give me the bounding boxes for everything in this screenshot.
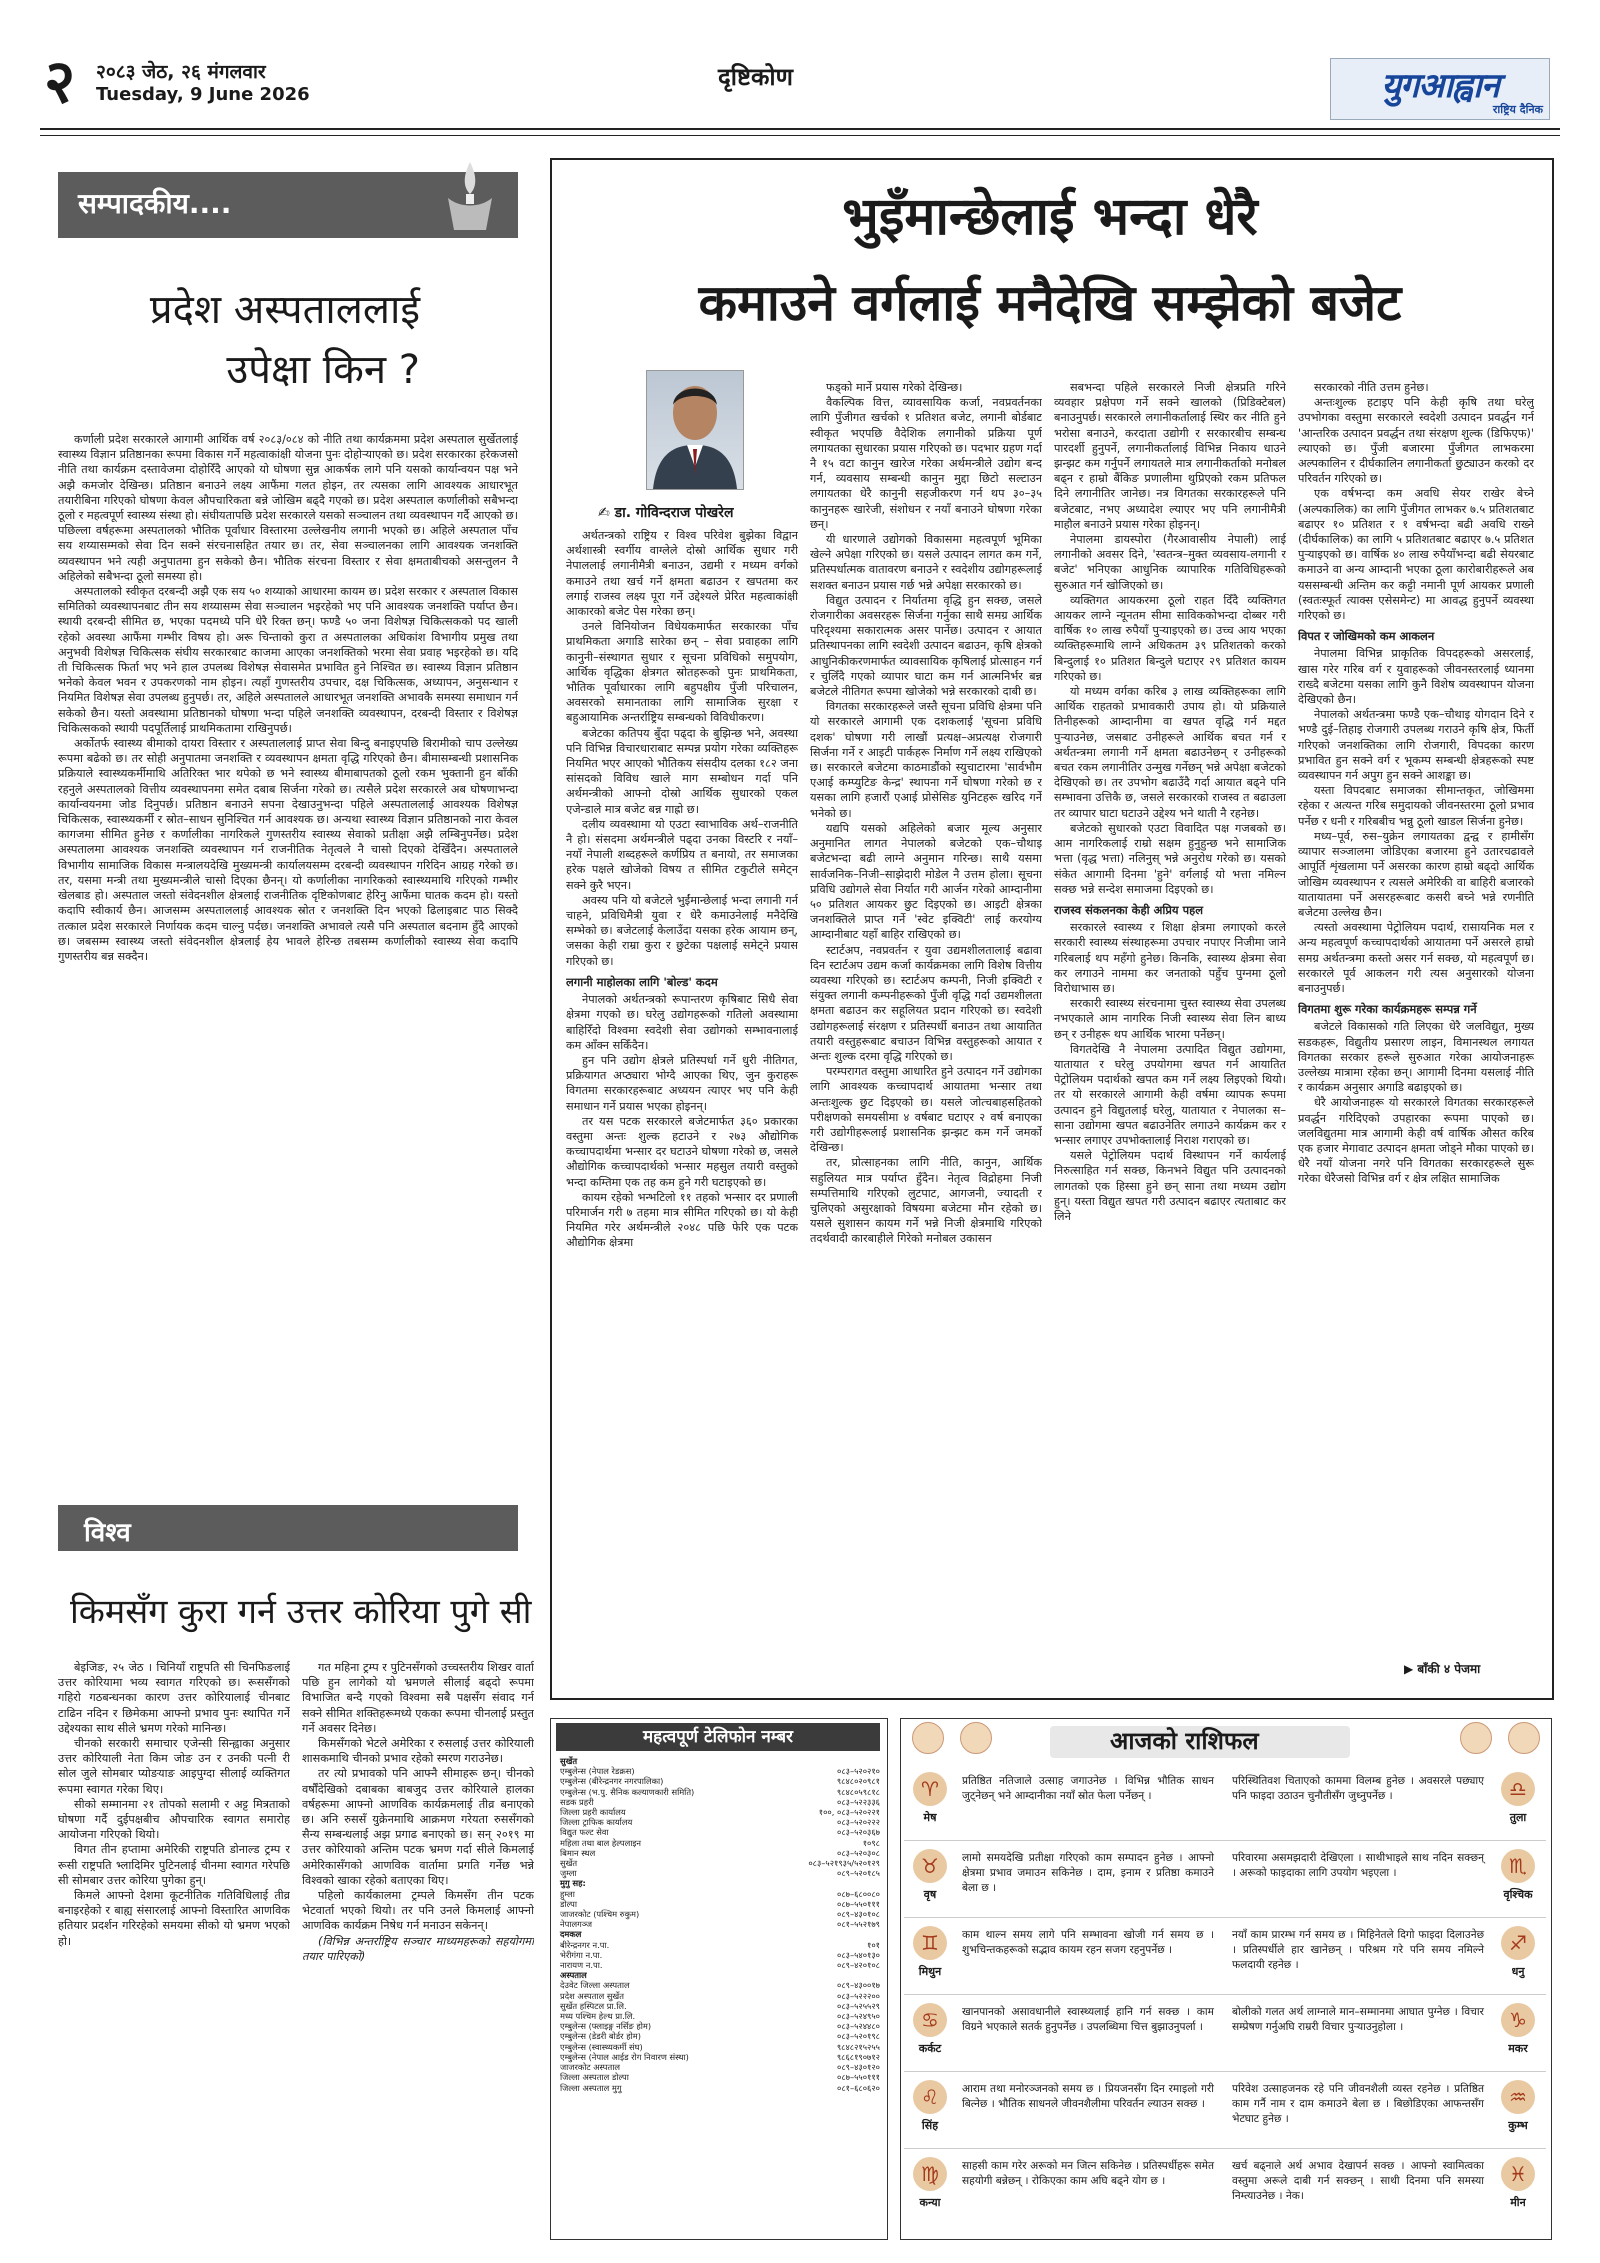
article-paragraph: अवस्य पनि यो बजेटले भुईंमान्छेलाई भन्दा लगानी गर्न चाहने, प्रविधिमैत्री युवा र धेरै कमाउनेलाई मनैदेखि सम्भेको छ। बजेटलाई केलाउँदा यसका हरेक आयाम छन्, जसका केही राम्रा कुरा र छुटेका पक्षलाई समेट्ने प्रयास गरिएको छ। <box>566 893 798 968</box>
world-banner-label: विश्व <box>84 1518 131 1548</box>
article-paragraph: धेरै आयोजनाहरू यो सरकारले विगतका सरकारहरूले प्रवर्द्धन गरिदिएको उपहारका रूपमा पाएको छ। जलविद्युतमा मात्र आगामी केही वर्ष वार्षिक औसत करिब एक हजार मेगावाट उत्पादन क्षमता जोड्ने मौका पाएको छ। धेरै नयाँ योजना नगरे पनि विगतका सरकारहरूले सुरू गरेका धेरैजसो विभिन्न वर्ग र क्षेत्र लक्षित सामाजिक <box>1298 1096 1534 1186</box>
article-column-3 <box>1054 380 1286 1688</box>
world-paragraph: सीको सम्मानमा २१ तोपको सलामी र अट्ट मित्रताको घोषणा गर्दै दुईपक्षबीच औपचारिक स्वागत समारोह आयोजना गरिएको थियो। <box>58 1797 290 1842</box>
section-title: दृष्टिकोण <box>718 63 793 91</box>
article-paragraph: परम्परागत वस्तुमा आधारित हुने उत्पादन गर्ने उद्योगका लागि आवश्यक कच्चापदार्थ आयातमा भन्सार तथा अन्तःशुल्क छुट दिइएको छ। यसले जोत्चबाहसहितको परीक्षणको समयसीमा ४ वर्षबाट घटाएर २ वर्ष बनाएका गरी उद्योगीहरूलाई प्रशासनिक झन्झट कम गर्ने जमर्को देखिन्छ। <box>810 1065 1042 1155</box>
telephone-row <box>560 1909 880 1919</box>
article-paragraph: कायम रहेको भन्भटिलो ११ तहको भन्सार दर प्रणाली परिमार्जन गरी ७ तहमा मात्र सीमित गरिएको छ। यो केही नियमित गरेर अर्थमन्त्रीले २०४८ पछि फेरि एक पटक औद्योगिक क्षेत्रमा <box>566 1190 798 1250</box>
telephone-number: ०८९–४३०१२० <box>837 2062 880 2073</box>
telephone-label: प्रदेश अस्पताल सुर्खेत <box>560 1990 624 2001</box>
article-column-1 <box>566 528 798 1688</box>
zodiac-sign <box>1492 2155 1544 2219</box>
author-photo <box>646 370 744 490</box>
telephone-row <box>560 1756 880 1766</box>
article-paragraph: विगतदेखि नै नेपालमा उत्पादित विद्युत उद्योगमा, यातायात र घरेलु उपयोगमा खपत गर्न आयातित पेट्रोलियम पदार्थको खपत कम गर्ने लक्ष्य लिइएको थियो। तर यो सरकारले आगामी केही वर्षमा व्यापक रूपमा उत्पादन हुने विद्युतलाई घरेलु, यातायात र नेपालका स–साना उद्योगमा खपत बढाउनेतिर लगाउने कार्यक्रम कर र भन्सार लगाएर उपभोक्तालाई निराश गराएको छ। <box>1054 1042 1286 1147</box>
telephone-number: ०८३–५२४९५० <box>837 2011 880 2022</box>
telephone-row <box>560 1827 880 1837</box>
world-paragraph: बेइजिङ, २५ जेठ । चिनियाँ राष्ट्रपति सी चिनफिङलाई उत्तर कोरियामा भव्य स्वागत गरिएको छ। रूससँगको गहिरो गठबन्धनका कारण उत्तर कोरियालाई चीनबाट टाढिन नदिन र छिमेकमा आफ्नो प्रभाव पुनः स्थापित गर्ने उद्देश्यका साथ सीले भ्रमण गरेको मानिन्छ। <box>58 1661 290 1735</box>
article-paragraph: सबभन्दा पहिले सरकारले निजी क्षेत्रप्रति गरिने व्यवहार प्रक्षेपण गर्ने सक्ने खालको (प्रिडिक्टेबल) बनाउनुपर्छ। सरकारले लगानीकर्तालाई स्थिर कर नीति हुने भरोसा बनाउने, करदाता उद्योगी र सरकारबीच सम्बन्ध पारदर्शी हुनुपर्ने, लगानीकर्तालाई विभिन्न निकाय धाउने झन्झट कम गर्नुपर्ने लगायतले मात्र लगानीकर्ताको मनोबल बढ्न र हाम्रो बैंकिङ प्रणालीमा थुप्रिएको रकम प्रतिफल दिने लगानीतिर जानेछ। नत्र विगतका सरकारहरूले पनि बजेटबाट, नभए अध्यादेश ल्याएर भए पनि लगानीमैत्री माहौल बनाउने प्रयास गरेका होइनन्। <box>1054 381 1286 531</box>
zodiac-forecast: नयाँ काम प्रारम्भ गर्न समय छ । मिहिनेतले दिगो फाइदा दिलाउनेछ । प्रतिस्पर्धीले हार खानेछन् । परिश्रम गरे पनि समय नमिल्ने फलदायी रहनेछ । <box>1232 1929 1484 1971</box>
article-paragraph: स्टार्टअप, नवप्रवर्तन र युवा उद्यमशीलतालाई बढावा दिन स्टार्टअप उद्यम कर्जा कार्यक्रमका लागि विशेष वित्तीय व्यवस्था गरिएको छ। स्टार्टअप कम्पनी, निजी इक्विटी र संयुक्त लगानी कम्पनीहरूको पुँजी वृद्धि गर्दा उद्यमशीलता क्षमता बढाउन कर सहूलियत प्रदान गरिएको छ। स्वदेशी उद्योगहरूलाई संरक्षण र प्रतिस्पर्धी बनाउन तथा आयातित तयारी वस्तुहरूबाट बचाउन विभिन्न वस्तुहरूको आयात र अन्तः शुल्क दरमा वृद्धि गरिएको छ। <box>810 943 1042 1063</box>
zodiac-glyph-icon: ♈ <box>913 1772 947 1806</box>
article-paragraph: बजेटको सुधारको एउटा विवादित पक्ष गजबको छ। आम नागरिकलाई राम्रो सक्षम हुनुहुन्छ भने सामाजिक भत्ता (वृद्ध भत्ता) नलिनुस् भन्ने अनुरोध गरेको छ। यसको संकेत आगामी दिनमा 'हुने' वर्गलाई यो भत्ता नमिल्न सक्छ भन्ने सन्देश समाजमा दिइएको छ। <box>1054 821 1286 896</box>
telephone-number: ०८३–५४०१३० <box>837 1949 880 1960</box>
zodiac-glyph-icon: ♑ <box>1501 2003 1535 2037</box>
article-paragraph: हुन पनि उद्योग क्षेत्रले प्रतिस्पर्धा गर्ने धुरी नीतिगत, प्रक्रियागत अप्ठ्यारा भोग्दै आएका थिए, जुन कुराहरू विगतमा सरकारहरूबाट अध्ययन त्याएर भए पनि केही समाधान गर्ने प्रयास भएका होइनन्। <box>566 1053 798 1113</box>
article-paragraph: अन्तःशुल्क हटाइए पनि केही कृषि तथा घरेलु उपभोगका वस्तुमा सरकारले स्वदेशी उत्पादन प्रवर्द्धन गर्न 'आन्तरिक उत्पादन प्रवर्द्धन तथा संरक्षण शुल्क (डिफिएफ)' ल्याएको छ। पुँजी बजारमा पुँजीगत लाभकरमा अल्पकालिन र दीर्घकालिन लगानीकर्ता छुट्याउन करको दर परिवर्तन गरिएको छ। <box>1298 396 1534 486</box>
zodiac-sign <box>1492 1770 1544 1834</box>
article-paragraph: नेपालको अर्थतन्त्रको रूपान्तरण कृषिबाट सिधै सेवा क्षेत्रमा गएको छ। घरेलु उद्योगहरूको गतिलो अवस्थामा बाहिरिँदो विश्वमा स्वदेशी सेवा उद्योगको सम्भावनालाई कम आँक्न सकिँदैन। <box>566 993 798 1052</box>
article-paragraph: वैकल्पिक वित्त, व्यावसायिक कर्जा, नवप्रवर्तनका लागि पुँजीगत खर्चको १ प्रतिशत बजेट, लगानी बोर्डबाट स्वीकृत भएपछि वैदेशिक लगानीको प्रक्रिया पूर्ण लगायतका सुधारका प्रयास गरिएको छ। पदभार ग्रहण गर्दा नै १५ वटा कानुन खारेज गरेका अर्थमन्त्रीले उद्योग बन्द गर्न, व्यवसाय सम्बन्धी कानुन मुद्दा छिटो सल्टाउन लगायतका धेरै कानुनी सहजीकरण गर्न थप ३०–३५ कानुनहरू खारेजी, संशोधन र नयाँ बनाउने घोषणा गरेका छन्। <box>810 396 1042 531</box>
telephone-row <box>560 2011 880 2021</box>
telephone-number: ०८३–५२०३६७ <box>837 1827 880 1838</box>
rashifal-entry <box>904 1845 1222 1913</box>
article-paragraph: विद्युत उत्पादन र निर्यातमा वृद्धि हुन सक्छ, जसले रोजगारीका अवसरहरू सिर्जना गर्नुका साथै समग्र आर्थिक परिदृश्यमा सकारात्मक असर पार्नेछ। उत्पादन र आयात प्रतिस्थापनका लागि स्वदेशी उत्पादन बढाउन, कृषि क्षेत्रको आधुनिकीकरणमार्फत व्यावसायिक कृषिलाई प्रोत्साहन गर्न र चुलिँदै गएको व्यापार घाटा कम गर्न आत्मनिर्भर बन्न बजेटले नीतिगत रूपमा खोजेको भन्ने सरकारको दाबी छ। <box>810 593 1042 699</box>
telephone-label: सुर्खेत <box>560 1858 578 1869</box>
telephone-number: ०८१–५५२१७९ <box>837 1919 880 1930</box>
zodiac-emblem-icon <box>960 1722 992 1754</box>
logo-text: युगआह्वान <box>1381 66 1499 106</box>
zodiac-name: कर्कट <box>918 2042 942 2055</box>
article-paragraph: सरकारले स्वास्थ्य र शिक्षा क्षेत्रमा लगाएको करले सरकारी स्वास्थ्य संस्थाहरूमा उपचार नपाएर निजीमा जाने गरिबलाई थप महँगो हुनेछ। किनकि, स्वास्थ्य क्षेत्रमा सेवा कर लगाउने नाममा कर जनताको पहुँच पुग्नमा ठूलो विरोधाभास छ। <box>1054 921 1286 995</box>
zodiac-name: तुला <box>1509 1811 1527 1824</box>
rashifal-entry <box>1228 1999 1546 2067</box>
world-paragraph: किमले आफ्नो देशमा कूटनीतिक गतिविधिलाई तीव्र बनाइरहेको र बाह्य संसारलाई आफ्नो विस्तारित आणविक हतियार प्रदर्शन गरिरहेको समयमा सीको यो भ्रमण भएको हो। <box>58 1889 290 1948</box>
zodiac-name: कन्या <box>919 2196 941 2209</box>
zodiac-sign <box>904 1770 956 1834</box>
world-paragraph: पहिलो कार्यकालमा ट्रम्पले किमसँग तीन पटक भेटवार्ता भएको थियो। तर पनि उनले किमलाई आफ्नो आणविक कार्यक्रम निषेध गर्न मनाउन सकेनन्। <box>302 1889 534 1933</box>
telephone-label: नेपालगञ्ज <box>560 1919 593 1930</box>
editorial-banner <box>58 172 518 238</box>
rashifal-divider <box>904 2071 1546 2072</box>
zodiac-forecast: परिस्थितिवश चिताएको काममा विलम्ब हुनेछ । अवसरले पछ्याए पनि फाइदा उठाउन चुनौतीसँग जुध्नुपर्नेछ । <box>1232 1775 1484 1802</box>
telephone-label: सडक प्रहरी <box>560 1796 594 1807</box>
telephone-list <box>560 1756 880 2093</box>
telephone-number: ०८३–५२१९३५/५२०१२९ <box>808 1858 880 1869</box>
article-subhead: राजस्व संकलनका केही अप्रिय पहल <box>1054 902 1204 917</box>
telephone-label: बीरेन्द्रनगर न.पा. <box>560 1939 610 1950</box>
article-column-4 <box>1298 380 1534 1650</box>
zodiac-name: धनु <box>1511 1965 1525 1978</box>
article-paragraph: नेपालमा विभिन्न प्राकृतिक विपदहरूको असरलाई, खास गरेर गरिब वर्ग र युवाहरूको जीवनस्तरलाई ध्यानमा राख्दै बजेटमा यसका लागि कुनै विशेष व्यवस्थापन योजना देखिएको छैन। <box>1298 647 1534 707</box>
zodiac-forecast: लामो समयदेखि प्रतीक्षा गरिएको काम सम्पादन हुनेछ । आफ्नो क्षेत्रमा प्रभाव जमाउन सकिनेछ । दाम, इनाम र प्रतिष्ठा कमाउने बेला छ । <box>962 1852 1214 1894</box>
zodiac-name: वृश्चिक <box>1503 1888 1533 1901</box>
article-column-2 <box>810 380 1042 1688</box>
telephone-label: अस्पताल <box>560 1970 587 1981</box>
telephone-row <box>560 1848 880 1858</box>
zodiac-glyph-icon: ♉ <box>913 1849 947 1883</box>
zodiac-forecast: काम थाल्न समय लागे पनि सम्भावना खोजी गर्न समय छ । शुभचिन्तकहरूको सद्भाव कायम रहन सजग रहनुपर्नेछ । <box>962 1929 1214 1956</box>
editorial-title-line1: प्रदेश अस्पताललाई <box>149 287 420 333</box>
telephone-number: ०८३–५२२२०० <box>837 1990 880 2001</box>
telephone-number: ९८६८१९०७१२ <box>836 2051 880 2062</box>
telephone-heading: महत्वपूर्ण टेलिफोन नम्बर <box>556 1723 880 1751</box>
rashifal-divider <box>904 1840 1546 1841</box>
telephone-row <box>560 1868 880 1878</box>
article-subhead: लगानी माहोलका लागि 'बोल्ड' कदम <box>566 974 718 989</box>
rashifal-heading: आजको राशिफल <box>1110 1727 1259 1755</box>
telephone-row <box>560 1970 880 1980</box>
telephone-label: जुम्ला <box>560 1868 577 1879</box>
continued-label: बाँकी ४ पेजमा <box>1417 1662 1481 1676</box>
telephone-row <box>560 1940 880 1950</box>
article-paragraph: सरकारको नीति उत्तम हुनेछ। <box>1314 381 1429 394</box>
telephone-number: ९८४८०२०९८१ <box>836 1776 880 1787</box>
rashifal-divider <box>904 1917 1546 1918</box>
telephone-label: एम्बुलेन्स (नेपाल रेडक्रस) <box>560 1766 635 1777</box>
page-number: २ <box>44 47 76 117</box>
telephone-number: ०८३–५२०३०८ <box>837 1847 880 1858</box>
article-paragraph: यी धारणाले उद्योगको विकासमा महत्वपूर्ण भूमिका खेल्ने अपेक्षा गरिएको छ। यसले उत्पादन लागत कम गर्ने, प्रतिस्पर्धात्मक वातावरण बनाउने र स्वदेशीय उद्योगहरूलाई सशक्त बनाउन प्रयास गर्छ भन्ने अपेक्षा सरकारको छ। <box>810 533 1042 592</box>
rashifal-entry <box>1228 1922 1546 1990</box>
zodiac-sign <box>1492 1847 1544 1911</box>
telephone-label: महिला तथा बाल हेल्पलाइन <box>560 1837 642 1848</box>
article-paragraph: नेपालमा डायस्पोरा (गैरआवासीय नेपाली) लाई लगानीको अवसर दिने, 'स्वतन्त्र–मुक्त व्यवसाय-लगानी र बजेट' भनिएका आधुनिक व्यापारिक गतिविधिहरूको सुरुआत गर्न खोजिएको छ। <box>1054 533 1286 592</box>
zodiac-name: मकर <box>1508 2042 1528 2055</box>
zodiac-glyph-icon: ♐ <box>1501 1926 1535 1960</box>
telephone-number: ०८३–५२०२१० <box>837 1766 880 1777</box>
telephone-label: जिल्ला प्रहरी कार्यालय <box>560 1807 626 1818</box>
telephone-label: एम्बुलेन्स (स्वास्थ्यकर्मी संघ) <box>560 2041 643 2052</box>
zodiac-sign <box>1492 2001 1544 2065</box>
telephone-label: जिल्ला अस्पताल डोल्पा <box>560 2072 629 2083</box>
telephone-number: ०८९–४३०१०८ <box>837 1909 880 1920</box>
world-paragraph: चीनको सरकारी समाचार एजेन्सी सिन्ह्वाका अनुसार उत्तर कोरियाली नेता किम जोङ उन र उनकी पत्नी री सोल जुले सोमबार प्योङयाङ आइपुग्दा सीलाई व्यक्तिगत रूपमा स्वागत गरेका थिए। <box>58 1737 290 1796</box>
zodiac-name: मीन <box>1510 2196 1526 2209</box>
telephone-number: ०८७–५५०१११ <box>837 2072 880 2083</box>
rashifal-entry <box>904 1768 1222 1836</box>
world-paragraph: गत महिना ट्रम्प र पुटिनसँगको उच्चस्तरीय शिखर वार्ता पछि हुन लागेको यो भ्रमणले सीलाई बढ्दो रूपमा विभाजित बन्दै गएको विश्वमा सबै पक्षसँग संवाद गर्न सक्ने सीमित शक्तिहरूमध्ये एकका रूपमा चीनलाई प्रस्तुत गर्ने अवसर दिनेछ। <box>302 1661 534 1735</box>
article-paragraph: फड्को मार्ने प्रयास गरेको देखिन्छ। <box>826 381 963 394</box>
telephone-label: नारायण न.पा. <box>560 1960 603 1971</box>
telephone-number: ०८१–६८०६२० <box>837 2082 880 2093</box>
telephone-row <box>560 1929 880 1939</box>
telephone-row <box>560 1787 880 1797</box>
rashifal-divider <box>904 2148 1546 2149</box>
zodiac-forecast: बोलीको गलत अर्थ लाग्नाले मान–सम्मानमा आघात पुग्नेछ । विचार सम्प्रेषण गर्नुअघि राम्ररी विचार पुर्‍याउनुहोला । <box>1232 2006 1484 2033</box>
zodiac-emblem-icon <box>1460 1722 1492 1754</box>
rashifal-divider <box>904 1994 1546 1995</box>
telephone-row <box>560 1838 880 1848</box>
telephone-row <box>560 2062 880 2072</box>
telephone-label: मुगु सह: <box>560 1878 586 1889</box>
world-paragraph: किमसँगको भेटले अमेरिका र रुसलाई उत्तर कोरियाली शासकमाथि चीनको प्रभाव रहेको स्मरण गराउनेछ। <box>302 1737 534 1766</box>
telephone-label: जाजरकोट (पश्चिम रुकुम) <box>560 1909 640 1920</box>
telephone-number: ०८९–४२०१०८ <box>837 1960 880 1971</box>
zodiac-forecast: परिवेश उत्साहजनक रहे पनि जीवनशैली व्यस्त रहनेछ । प्रतिष्ठित काम गर्नै नाम र दाम कमाउने बेला छ । बिछोडिएका आफन्तसँग भेटघाट हुनेछ । <box>1232 2083 1484 2125</box>
world-banner <box>58 1505 518 1551</box>
rashifal-entry <box>1228 2153 1546 2221</box>
zodiac-name: वृष <box>923 1888 937 1901</box>
author-name: डा. गोविन्दराज पोखरेल <box>614 505 734 521</box>
telephone-row <box>560 2052 880 2062</box>
telephone-row <box>560 1960 880 1970</box>
editorial-paragraph: अर्कोतर्फ स्वास्थ्य बीमाको दायरा विस्तार र अस्पताललाई प्राप्त सेवा बिन्दु बनाइएपछि बिरामीको चाप उल्लेख्य रूपमा बढेको छ। तर सोही अनुपातमा जनशक्ति र व्यवस्थापन क्षमता वृद्धि गरिएको छैन। बीमासम्बन्धी प्रशासनिक प्रक्रियाले स्वास्थ्यकर्मीमाथि अतिरिक्त भार थपेको छ भने स्वास्थ्य बीमाबापतको ठूलो रकम भुक्तानी हुन बाँकी रहनुले अस्पतालको वित्तीय व्यवस्थापनमा समेत दबाब सिर्जना गरेको छ। त्यसैले प्रदेश सरकारले अब घोषणाभन्दा कार्यान्वयनमा जोड दिनुपर्छ। प्रतिष्ठान बनाउने सपना देखाउनुभन्दा पहिले अस्पताललाई आवश्यक विशेषज्ञ चिकित्सक, स्वास्थ्यकर्मी र स्रोत–साधन सुनिश्चित गर्न आवश्यक छ। अन्यथा स्वास्थ्य विज्ञान प्रतिष्ठानको नारा केवल कागजमा सीमित हुनेछ र कर्णालीका नागरिकले गुणस्तरीय स्वास्थ्य सेवाको प्रतीक्षा अझै लम्बिनुपर्नेछ। प्रदेश अस्पतालमा आवश्यक जनशक्ति व्यवस्थापन गर्न राजनीतिक नेतृत्वले नै चासो दिएको देखिँदैन। अस्पतालले विभागीय सामाजिक विकास मन्त्रालयदेखि मुख्यमन्त्री कार्यालयसम्म दरबन्दी व्यवस्थापन गरिदिन आग्रह गरेको छ। तर, यसमा मन्त्री तथा मुख्यमन्त्रीले चासो दिएका छैनन्। यो कर्णालीका नागरिकको स्वास्थ्यमाथि गरिएको गम्भीर खेलबाड हो। अस्पताल जस्तो संवेदनशील क्षेत्रलाई राजनीतिक दृष्टिकोणबाट हेरिनु आफैंमा घातक कदम हो। यस्तो कदापि स्वीकार्य छैन। आजसम्म अस्पताललाई आवश्यक स्रोत र जनशक्ति दिन भएको ढिलाइबाट पाठ सिक्दै तत्काल प्रदेश सरकारले निर्णायक कदम चाल्नु पर्दछ। जनशक्ति अभावले त्यसै पनि अस्पताल बदनाम हुँदै आएको छ। जबसम्म स्वास्थ्य जस्तो संवेदनशील क्षेत्रलाई हेय भावले हेरिन्छ तबसम्म कर्णालीको स्वास्थ्य सेवा कदापि गुणस्तरीय बन्न सक्दैन। <box>58 737 518 963</box>
arrow-icon: ▶ <box>1404 1662 1418 1676</box>
rashifal-grid <box>904 1768 1546 2234</box>
zodiac-forecast: खर्च बढ्नाले अर्थ अभाव देखापर्न सक्छ । आफ्नो स्वामित्वका वस्तुमा अरूले दाबी गर्न सक्छन् । साथी दिनमा पनि समस्या निम्त्याउनेछ । नेक। <box>1232 2160 1484 2202</box>
telephone-row <box>560 1899 880 1909</box>
zodiac-forecast: प्रतिष्ठित नतिजाले उत्साह जगाउनेछ । विभिन्न भौतिक साधन जुट्नेछन् भने आम्दानीका नयाँ स्रोत फेला पर्नेछन् । <box>962 1775 1214 1802</box>
article-paragraph: तर, प्रोत्साहनका लागि नीति, कानुन, आर्थिक सहुलियत मात्र पर्याप्त हुँदैन। नेतृत्व विद्रोहमा निजी सम्पत्तिमाथि गरिएको लुटपाट, आगजनी, ज्यादती र चुलिएको असुरक्षाको विषयमा बजेटमा मौन रहेको छ। यसले सुशासन कायम गर्ने भन्ने निजी क्षेत्रमाथि गरिएको तदर्थवादी कारबाहीले गिरेको मनोबल उकासन <box>810 1156 1042 1246</box>
main-headline-line2: कमाउने वर्गलाई मनैदेखि सम्झेको बजेट <box>698 274 1402 332</box>
masthead-logo <box>1330 58 1550 120</box>
article-paragraph: अर्थतन्त्रको राष्ट्रिय र विश्व परिवेश बुझेका विद्वान अर्थशास्त्री स्वर्गीय वाग्लेले दोस्रो आर्थिक सुधार गरी नेपाललाई लगानीमैत्री बनाउन, उद्यमी र मध्यम वर्गको कमाउने तथा खर्च गर्ने क्षमता बढाउन र खपतमा कर लगाई राजस्व लक्ष्य पूरा गर्ने उद्देश्यले प्रेरित महत्वाकांक्षी आकारको बजेट पेस गरेका छन्। <box>566 529 798 619</box>
telephone-row <box>560 1858 880 1868</box>
zodiac-glyph-icon: ♋ <box>913 2003 947 2037</box>
world-paragraph: विगत तीन हप्तामा अमेरिकी राष्ट्रपति डोनाल्ड ट्रम्प र रूसी राष्ट्रपति भ्लादिमिर पुटिनलाई चीनमा स्वागत गरेपछि सी सोमबार उत्तर कोरिया पुगेका हुन्। <box>58 1843 290 1887</box>
rashifal-entry <box>904 2076 1222 2144</box>
telephone-row <box>560 1797 880 1807</box>
telephone-number: ०८९–४३००१७ <box>837 1980 880 1991</box>
article-paragraph: नेपालको अर्थतन्त्रमा फण्डै एक–चौथाइ योगदान दिने र भण्डै दुई–तिहाइ रोजगारी उपलब्ध गराउने कृषि क्षेत्र, फिर्ती गरिएको जनशक्तिका लागि रोजगारी, विपदका कारण प्रभावित हुन सक्ने वर्ग र भूकम्प सम्बन्धी क्षेत्रहरूको स्पष्ट व्यवस्थापन गर्न अपुग हुन सक्ने आशङ्का छ। <box>1298 708 1534 783</box>
world-column-2 <box>302 1660 534 2220</box>
zodiac-sign <box>904 2078 956 2142</box>
telephone-number: ०८३–५२२३३६ <box>837 1796 880 1807</box>
continued-note <box>1404 1660 1480 1677</box>
main-headline-line1: भुइँमान्छेलाई भन्दा धेरै <box>842 187 1258 247</box>
telephone-label: एम्बुलेन्स (बीरेन्द्रनगर नगरपालिका) <box>560 1776 664 1787</box>
telephone-row <box>560 2021 880 2031</box>
article-paragraph: व्यक्तिगत आयकरमा ठूलो राहत दिँदै व्यक्तिगत आयकर लाग्ने न्यूनतम सीमा साविककोभन्दा दोब्बर गरी वार्षिक १० लाख रुपैयाँ पुऱ्याइएको छ। उच्च आय भएका व्यक्तिहरूमाथि लाग्ने अधिकतम ३९ प्रतिशतको करको बिन्दुलाई १० प्रतिशत बिन्दुले घटाएर २९ प्रतिशत कायम गरिएको छ। <box>1054 593 1286 683</box>
telephone-number: ९८४८२१५२५५ <box>836 2041 880 2052</box>
telephone-label: सुर्खेत हस्पिटल प्रा.लि. <box>560 2000 627 2011</box>
telephone-label: जिल्ला अस्पताल मुगु <box>560 2082 622 2093</box>
editorial-body <box>58 432 518 1472</box>
telephone-number: १०९८ <box>862 1837 880 1848</box>
telephone-number: ०८३–५२०१९८ <box>837 2031 880 2042</box>
world-headline: किमसँग कुरा गर्न उत्तर कोरिया पुगे सी <box>70 1592 532 1632</box>
telephone-number: ०८९–५२०१८५ <box>837 1868 880 1879</box>
date-english: Tuesday, 9 June 2026 <box>96 84 310 105</box>
world-paragraph: तर त्यो प्रभावको पनि आफ्नै सीमाहरू छन्। चीनको वर्षौंदेखिको दबाबका बाबजुद उत्तर कोरियाले हालका वर्षहरूमा आफ्नो आणविक कार्यक्रमलाई तीव्र बनाएको छ। अनि रुससँ युक्रेनमाथि आक्रमण गरेयता रुससँगको सैन्य सम्बन्धलाई अझ प्रगाढ बनाएको छ। सन् २०१९ मा उत्तर कोरियाको अन्तिम पटक भ्रमण गर्दा सीले किमलाई अमेरिकासँगको आणविक वार्तामा प्रगति गर्नेछ भन्ने विश्वको खाका रहेको बताएका थिए। <box>302 1767 534 1887</box>
article-paragraph: यस्ता विपदबाट समाजका सीमान्तकृत, जोखिममा रहेका र अत्यन्त गरिब समुदायको जीवनस्तरमा ठूलो प्रभाव पर्नेछ र धनी र गरिबबीच भन्नु ठूलो खाडल सिर्जना हुनेछ। <box>1298 784 1534 828</box>
zodiac-name: कुम्भ <box>1508 2119 1528 2132</box>
telephone-label: मध्य पश्चिम हेल्थ प्रा.लि. <box>560 2011 636 2022</box>
article-paragraph: एक वर्षभन्दा कम अवधि सेयर राखेर बेच्ने (अल्पकालिक) का लागि पुँजीगत लाभकर ७.५ प्रतिशतबाट बढाएर १० प्रतिशत र १ वर्षभन्दा बढी अवधि राख्ने (दीर्घकालिक) का लागि ५ प्रतिशतबाट बढाएर ७.५ प्रतिशत पुऱ्याइएको छ। वार्षिक ४० लाख रुपैयाँभन्दा बढी सेयरबाट कमाउने वा अन्य आम्दानी भएका ठूला कारोबारीहरूले अब यससम्बन्धी अन्तिम कर कट्टी नमानी पूर्ण आयकर प्रणाली (स्वतःस्फूर्त त्याक्स एसेसमेन्ट) मा आवद्ध हुनुपर्ने व्यवस्था गरिएको छ। <box>1298 487 1534 623</box>
zodiac-glyph-icon: ♒ <box>1501 2080 1535 2114</box>
article-paragraph: यद्यपि यसको अहिलेको बजार मूल्य अनुसार अनुमानित लागत नेपालको बजेटको एक–चौथाइ बजेटभन्दा बढी लाग्ने अनुमान गरिन्छ। साथै यसमा सार्वजनिक–निजी–साझेदारी मोडेल नै उत्तम होला। सूचना प्रविधि उद्योगले सेवा निर्यात गरी आर्जन गरेको आम्दानीमा ५० प्रतिशत आयकर छुट दिइएको छ। आइटी क्षेत्रका जनशक्तिले प्राप्त गर्ने 'स्वेट इक्विटी' लाई करयोग्य आम्दानीबाट यहाँ बाहिर राखिएको छ। <box>810 821 1042 942</box>
telephone-number: ०८३–५२५५२९ <box>837 2000 880 2011</box>
telephone-number: ०८३–५२०२२२ <box>837 1817 880 1828</box>
article-paragraph: बजेटले विकासको गति लिएका धेरै जलविद्युत, मुख्य सडकहरू, विद्युतीय प्रसारण लाइन, विमानस्थल लगायत विगतका सरकार हरूले सुरुआत गरेका आयोजनाहरू उल्लेख्य मात्रामा रहेका छन्। आगामी दिनमा यसलाई नीति र कार्यक्रम अनुसार अगाडि बढाइएको छ। <box>1298 1020 1534 1095</box>
zodiac-sign <box>904 2155 956 2219</box>
telephone-label: भेरीगंगा न.पा. <box>560 1949 603 1960</box>
telephone-row <box>560 2072 880 2082</box>
telephone-label: बिमान स्थल <box>560 1847 596 1858</box>
zodiac-forecast: साहसी काम गरेर अरूको मन जित्न सकिनेछ । प्रतिस्पर्धीहरू समेत सहयोगी बन्नेछन् । रोकिएका काम अघि बढ्ने योग छ । <box>962 2160 1214 2187</box>
telephone-row <box>560 1991 880 2001</box>
candle-icon <box>442 158 498 238</box>
telephone-label: जाजरकोट अस्पताल <box>560 2062 620 2073</box>
rashifal-entry <box>904 1999 1222 2067</box>
telephone-label: जिल्ला ट्राफिक कार्यालय <box>560 1817 633 1828</box>
telephone-number: ०८७–५५०१११ <box>837 1898 880 1909</box>
telephone-label: दमकल <box>560 1929 582 1940</box>
telephone-row <box>560 2042 880 2052</box>
article-subhead: विपत र जोखिमको कम आकलन <box>1298 629 1435 644</box>
zodiac-name: सिंह <box>921 2119 939 2132</box>
rashifal-entry <box>1228 2076 1546 2144</box>
telephone-label: सुर्खेत <box>560 1756 578 1766</box>
zodiac-forecast: खानपानको असावधानीले स्वास्थ्यलाई हानि गर्न सक्छ । काम विग्रने भएकाले सतर्क हुनुपर्नेछ । उपलब्धिमा चित्त बुझाउनुपर्ला । <box>962 2006 1214 2033</box>
telephone-row <box>560 2031 880 2041</box>
header-rule <box>40 128 1560 130</box>
telephone-number: ०८३–५२४४८० <box>837 2021 880 2032</box>
article-subhead: विगतमा शुरू गरेका कार्यक्रमहरू सम्पन्न गर्ने <box>1298 1002 1477 1017</box>
zodiac-forecast: आराम तथा मनोरञ्जनको समय छ । प्रियजनसँग दिन रमाइलो गरी बित्नेछ । भौतिक साधनले जीवनशैलीमा परिवर्तन ल्याउन सक्छ । <box>962 2083 1214 2110</box>
article-paragraph: दलीय व्यवस्थामा यो एउटा स्वाभाविक अर्थ–राजनीति नै हो। संसदमा अर्थमन्त्रीले पढ्दा उनका विस्टरि र नयाँ–नयाँ नेपाली शब्दहरूले कर्णप्रिय त बनायो, तर समाजका हरेक पक्षले खोजेको विषय त सीमित टकुटीले समेट्न सक्ने कुरै भएन। <box>566 817 798 892</box>
zodiac-forecast: परिवारमा असमझदारी देखिएला । साथीभाइले साथ नदिन सक्छन् । अरूको फाइदाका लागि उपयोग भइएला । <box>1232 1852 1484 1879</box>
world-source-note: (विभिन्न अन्तर्राष्ट्रिय सञ्चार माध्यमहरूको सहयोगमा तयार पारिएको) <box>302 1934 534 1963</box>
telephone-label: हुम्ला <box>560 1888 575 1899</box>
telephone-label: एम्बुलेन्स (फ्लाइङ्ग नर्सिङ होम) <box>560 2021 652 2032</box>
telephone-number: १०१ <box>867 1939 880 1950</box>
telephone-number: १००, ०८३–५२०२२१ <box>818 1807 880 1818</box>
telephone-row <box>560 1889 880 1899</box>
rashifal-entry <box>1228 1768 1546 1836</box>
zodiac-glyph-icon: ♍ <box>913 2157 947 2191</box>
zodiac-glyph-icon: ♌ <box>913 2080 947 2114</box>
telephone-label: एम्बुलेन्स (नेपाल आईड रोग निवारण संस्था) <box>560 2051 689 2062</box>
zodiac-sign <box>904 1924 956 1988</box>
date-nepali: २०८३ जेठ, २६ मंगलवार <box>96 61 266 83</box>
article-paragraph: तर यस पटक सरकारले बजेटमार्फत ३६० प्रकारका वस्तुमा अन्तः शुल्क हटाउने र २७३ औद्योगिक कच्चापदार्थमा भन्सार दर घटाउने घोषणा गरेको छ, जसले औद्योगिक कच्चापदार्थको भन्सार महसुल तयारी वस्तुको भन्दा कम्तिमा एक तह कम हुने गरी घटाइएको छ। <box>566 1114 798 1189</box>
zodiac-glyph-icon: ♏ <box>1501 1849 1535 1883</box>
telephone-number: ०८७–६८००८० <box>837 1888 880 1899</box>
telephone-label: एम्बुलेन्स (भ.पु. सैनिक कल्याणकारी समिति) <box>560 1786 695 1797</box>
telephone-row <box>560 1817 880 1827</box>
telephone-label: विद्युत फल्ट सेवा <box>560 1827 609 1838</box>
zodiac-sign <box>904 2001 956 2065</box>
telephone-row <box>560 1776 880 1786</box>
telephone-number: ९८४८०५९८१८ <box>836 1786 880 1797</box>
author-byline <box>598 503 798 522</box>
telephone-label: एम्बुलेन्स (डेडरी बोर्डर होम) <box>560 2031 641 2042</box>
zodiac-emblem-icon <box>912 1722 944 1754</box>
telephone-row <box>560 1980 880 1990</box>
rashifal-entry <box>1228 1845 1546 1913</box>
telephone-label: डोल्पा <box>560 1898 578 1909</box>
editorial-title-line2: उपेक्षा किन ? <box>226 347 420 393</box>
telephone-row <box>560 2083 880 2093</box>
article-paragraph: त्यस्तो अवस्थामा पेट्रोलियम पदार्थ, रासायनिक मल र अन्य महत्वपूर्ण कच्चापदार्थको आयातमा पर्ने असरले हाम्रो समग्र अर्थतन्त्रमा कस्तो असर गर्न सक्छ, यो महत्वपूर्ण छ। सरकारले पूर्व आकलन गरी त्यस अनुसारको योजना बनाउनुपर्छ। <box>1298 921 1534 995</box>
zodiac-name: मिथुन <box>918 1965 942 1978</box>
telephone-row <box>560 2001 880 2011</box>
article-paragraph: मध्य–पूर्व, रुस–युक्रेन लगायतका द्वन्द्व र हामीसँग व्यापार सञ्जालमा जोडिएका बजारमा हुने उतारचढावले आपूर्ति शृंखलामा पर्ने असरका कारण हाम्रो बढ्दो आर्थिक जोखिम व्यवस्थापन र त्यसले अमेरिकी वा बाहिरी बजारको यातायातमा पर्ने असरहरूबाट कसरी बच्ने भन्ने रणनीति बजेटमा उल्लेख छैन। <box>1298 829 1534 919</box>
rashifal-entry <box>904 1922 1222 1990</box>
world-column-1 <box>58 1660 290 2220</box>
zodiac-sign <box>904 1847 956 1911</box>
author-portrait-icon <box>647 371 743 489</box>
zodiac-sign <box>1492 2078 1544 2142</box>
rashifal-entry <box>904 2153 1222 2221</box>
zodiac-glyph-icon: ♓ <box>1501 2157 1535 2191</box>
zodiac-glyph-icon: ♊ <box>913 1926 947 1960</box>
article-paragraph: उनले विनियोजन विधेयकमार्फत सरकारका पाँच प्राथमिकता अगाडि सारेका छन् – सेवा प्रवाहका लागि कानुनी–संस्थागत सुधार र सूचना प्रविधिको समुपयोग, आर्थिक वृद्धिका क्षेत्रगत स्रोतहरूको पुनः प्राथमिकता, भौतिक पूर्वाधारका लागि बहुपक्षीय पुँजी परिचालन, अवसरको समानताका लागि सामाजिक सुरक्षा र बहुआयामिक अन्तर्राष्ट्रिय सम्बन्धको विविधीकरण। <box>566 620 798 725</box>
zodiac-sign <box>1492 1924 1544 1988</box>
telephone-label: देउवेट जिल्ला अस्पताल <box>560 1980 630 1991</box>
telephone-row <box>560 1878 880 1888</box>
article-paragraph: बजेटका कतिपय बुँदा पढ्दा के बुझिन्छ भने, अवस्था पनि विभिन्न विचारधाराबाट सम्पन्न प्रयोग गरेका व्यक्तिहरू नियमित भएर आएको भौतिकय संसदीय दलका १८२ जना सांसदको विविध खाले माग सम्बोधन गर्दा पनि अर्थमन्त्रीको आफ्नो दोस्रो आर्थिक सुधारको एकल एजेन्डाले मात्र बजेट बन्न गाह्रो छ। <box>566 726 798 816</box>
header-rule-thin <box>40 135 1560 136</box>
zodiac-emblem-icon <box>1508 1722 1540 1754</box>
zodiac-glyph-icon: ♎ <box>1501 1772 1535 1806</box>
telephone-row <box>560 1919 880 1929</box>
zodiac-name: मेष <box>923 1811 937 1824</box>
editorial-paragraph: अस्पतालको स्वीकृत दरबन्दी अझै एक सय ५० शय्याको आधारमा कायम छ। प्रदेश सरकार र अस्पताल विकास समितिको व्यवस्थापनबाट तीन सय शय्यासम्म सेवा सञ्चालन भइरहेको भए पनि आवश्यक जनशक्ति पर्याप्त छैन। स्थायी दरबन्दी सीमित छ, भएका पदमध्ये पनि धेरै रिक्त छन्। फण्डै ५० जना विशेषज्ञ चिकित्सकको पद खाली रहेको अवस्था आफैंमा गम्भीर विषय हो। अरू चिन्ताको कुरा त अस्पतालका अधिकांश विभागीय प्रमुख तथा अनुभवी विशेषज्ञ चिकित्सक संघीय सरकारबाट काजमा आएका जनशक्तिको भरमा सेवा प्रवाह भइरहेको छ। यदि ती चिकित्सक फिर्ता भए भने हाल उपलब्ध विशेषज्ञ सेवासमेत प्रभावित हुने निश्चित छ। स्वास्थ्य विज्ञान प्रतिष्ठान भनेको केवल भवन र उपकरणको नाम होइन। त्यहाँ गुणस्तरीय उपचार, दक्ष चिकित्सक, अध्यापन, अनुसन्धान र नियमित विशेषज्ञ सेवा उपलब्ध हुनुपर्छ। तर, अहिले अस्पतालले आधारभूत जनशक्ति अभावकै समस्या समाधान गर्न सकेको छैन। यस्तो अवस्थामा प्रतिष्ठानको घोषणा भन्दा पहिले जनशक्ति व्यवस्थापन, दरबन्दी विस्तार र विशेषज्ञ चिकित्सकको स्थायी पदपूर्तिलाई प्राथमिकतामा राखिनुपर्छ। <box>58 585 518 735</box>
telephone-row <box>560 1766 880 1776</box>
article-paragraph: यसले पेट्रोलियम पदार्थ विस्थापन गर्ने कार्यलाई निरुत्साहित गर्न सक्छ, किनभने विद्युत पनि उत्पादनको लागतको एक हिस्सा हुने छन् साना तथा मध्यम उद्योग हुन्। यस्ता विद्युत खपत गरी उत्पादन बढाएर त्यताबाट कर लिने <box>1054 1149 1286 1223</box>
article-paragraph: यो मध्यम वर्गका करिब ३ लाख व्यक्तिहरूका लागि आर्थिक राहतको प्रभावकारी उपाय हो। यो प्रक्रियाले तिनीहरूको आम्दानीमा वा खपत वृद्धि गर्न मद्दत पुऱ्याउनेछ, जसबाट उनीहरूले आर्थिक बचत गर्न र अर्थतन्त्रमा लगानी गर्ने क्षमता बढाउनेछन् र उनीहरूको बचत रकम लगानीतिर उन्मुख गर्नेछन् भन्ने अपेक्षा बजेटको देखिएको छ। तर उपभोग बढाउँदै गर्दा आयात बढ्ने पनि सम्भावना उत्तिकै छ, जसले सरकारको राजस्व त बढाउला तर व्यापार घाटा घटाउने उद्देश्य भने थाती नै रहनेछ। <box>1054 685 1286 820</box>
article-paragraph: सरकारी स्वास्थ्य संरचनामा चुस्त स्वास्थ्य सेवा उपलब्ध नभएकाले आम नागरिक निजी स्वास्थ्य सेवा लिन बाध्य छन् र उनीहरू थप आर्थिक भारमा पर्नेछन्। <box>1054 997 1286 1041</box>
telephone-row <box>560 1950 880 1960</box>
editorial-paragraph: कर्णाली प्रदेश सरकारले आगामी आर्थिक वर्ष २०८३/०८४ को नीति तथा कार्यक्रममा प्रदेश अस्पताल सुर्खेतलाई स्वास्थ्य विज्ञान प्रतिष्ठानका रूपमा विकास गर्ने महत्वाकांक्षी योजना पुनः दोहोऱ्याएको छ। प्रदेश सरकारका हरेकजसो नीति तथा कार्यक्रम दस्तावेजमा दोहोरिँदै आएको यो घोषणा सुन्न आकर्षक लागे पनि यसको कार्यान्वयन पक्ष भने अझै कमजोर देखिन्छ। प्रतिष्ठान बनाउने लक्ष्य आफैंमा गलत होइन, तर त्यसका लागि आवश्यक आधारभूत तयारीबिना गरिएको घोषणा केवल औपचारिकता बन्ने जोखिम बढ्दै गएको छ। प्रदेश अस्पताल कर्णालीको सबैभन्दा ठूलो र महत्वपूर्ण स्वास्थ्य संस्था हो। संघीयतापछि प्रदेश सरकारले यसको सञ्चालन तथा व्यवस्थापन गर्दै आएको छ। पछिल्ला वर्षहरूमा अस्पतालको भौतिक पूर्वाधार विस्तारमा उल्लेखनीय लगानी भएको छ। अहिले अस्पताल पाँच सय शय्यासम्मको सेवा दिन सक्ने संरचनासहित तयार छ। तर, सेवा सञ्चालनका लागि आवश्यक जनशक्ति व्यवस्थापन भने त्यही अनुपातमा हुन सकेको छैन। भौतिक संरचना विस्तार र सेवा क्षमताबीचको असन्तुलन नै अहिलेको सबैभन्दा ठूलो समस्या हो। <box>58 433 518 583</box>
editorial-banner-label: सम्पादकीय.... <box>78 187 232 220</box>
pen-icon: ✍ <box>598 505 615 521</box>
telephone-row <box>560 1807 880 1817</box>
logo-subtitle: राष्ट्रिय दैनिक <box>1492 103 1543 116</box>
article-paragraph: विगतका सरकारहरूले जस्तै सूचना प्रविधि क्षेत्रमा पनि यो सरकारले आगामी एक दशकलाई 'सूचना प्रविधि दशक' घोषणा गरी लाखौं प्रत्यक्ष–अप्रत्यक्ष रोजगारी सिर्जना गर्ने र आइटी पार्कहरू निर्माण गर्ने लक्ष्य राखिएको छ। सरकारले बजेटमा काठमाडौंको स्युचाटारमा 'सार्वभौम एआई कम्प्युटिङ केन्द्र' स्थापना गर्ने घोषणा गरेको छ र यसका लागि हजारौं एआई प्रोसेसिङ युनिटहरू खरिद गर्ने भनेको छ। <box>810 700 1042 820</box>
